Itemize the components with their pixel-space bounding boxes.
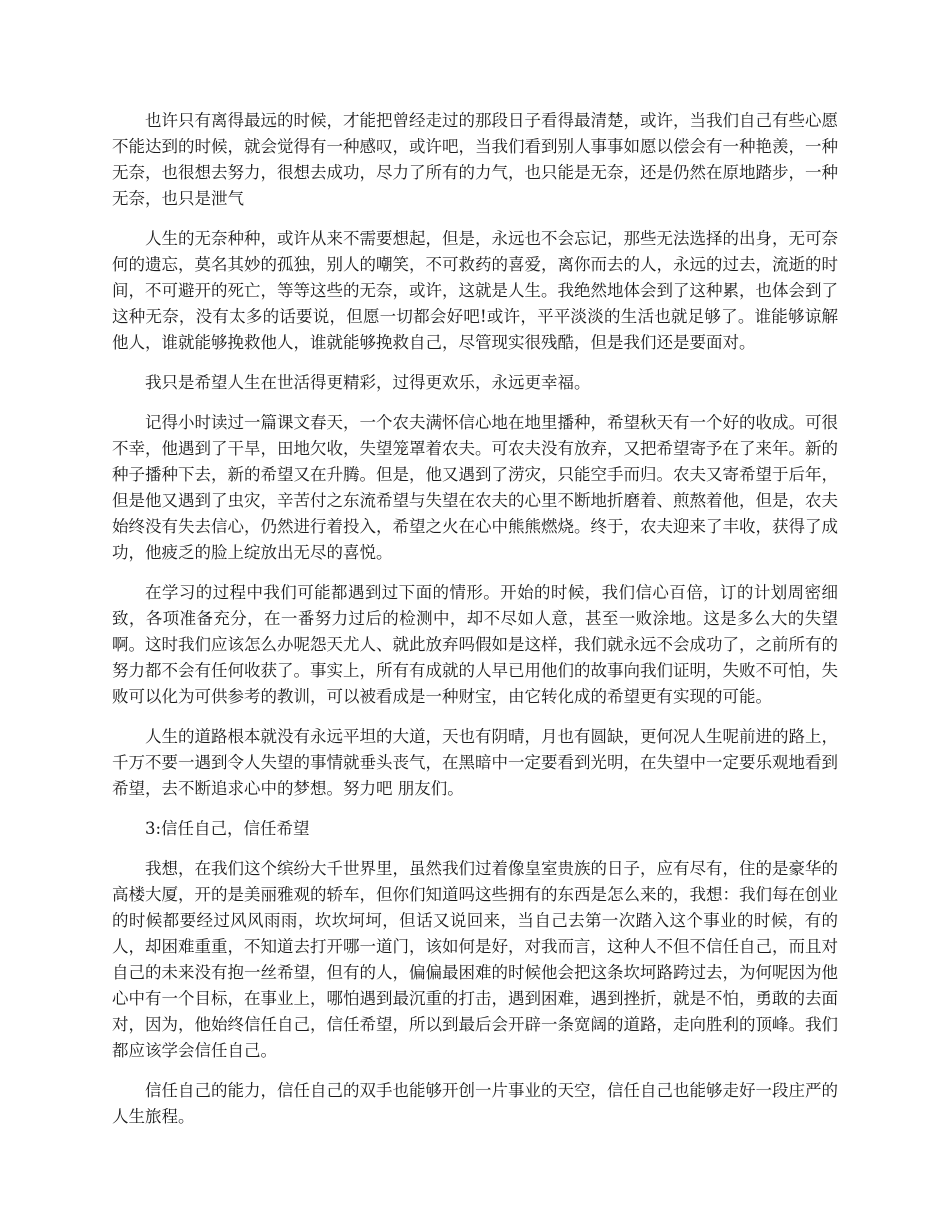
paragraph-7: 我想，在我们这个缤纷大千世界里，虽然我们过着像皇室贵族的日子，应有尽有，住的是豪华的高楼大厦，开的是美丽雅观的轿车，但你们知道吗这些拥有的东西是怎么来的，我想：我们每在创业的时候都要经过风风雨雨，坎坎坷坷，但话又说回来，当自己去第一次踏入这个事业的时候，有的人，却困难重重，不知道去打开哪一道门，该如何是好，对我而言，这种人不但不信任自己，而且对自己的未来没有抱一丝希望，但有的人，偏偏最困难的时候他会把这条坎坷路跨过去，为何呢因为他心中有一个目标，在事业上，哪怕遇到最沉重的打击，遇到困难，遇到挫折，就是不怕，勇敢的去面对，因为，他始终信任自己，信任希望，所以到最后会开辟一条宽阔的道路，走向胜利的顶峰。我们都应该学会信任自己。 [112,859,838,1060]
paragraph-6: 人生的道路根本就没有永远平坦的大道，天也有阴晴，月也有圆缺，更何况人生呢前进的路上，千万不要一遇到令人失望的事情就垂头丧气，在黑暗中一定要看到光明，在失望中一定要乐观地看到希望，去不断追求心中的梦想。努力吧 朋友们。 [112,727,838,798]
paragraph-1: 也许只有离得最远的时候，才能把曾经走过的那段日子看得最清楚，或许，当我们自己有些心愿不能达到的时候，就会觉得有一种感叹，或许吧，当我们看到别人事事如愿以偿会有一种艳羡，一种无奈，也很想去努力，很想去成功，尽力了所有的力气，也只能是无奈，还是仍然在原地踏步，一种无奈，也只是泄气 [112,111,838,208]
paragraph-4: 记得小时读过一篇课文春天，一个农夫满怀信心地在地里播种，希望秋天有一个好的收成。可很不幸，他遇到了干旱，田地欠收，失望笼罩着农夫。可农夫没有放弃，又把希望寄予在了来年。新的种子播种下去，新的希望又在升腾。但是，他又遇到了涝灾，只能空手而归。农夫又寄希望于后年，但是他又遇到了虫灾，辛苦付之东流希望与失望在农夫的心里不断地折磨着、煎熬着他，但是，农夫始终没有失去信心，仍然进行着投入，希望之火在心中熊熊燃烧。终于，农夫迎来了丰收，获得了成功，他疲乏的脸上绽放出无尽的喜悦。 [112,413,838,562]
document-body [112,108,838,1144]
paragraph-3: 我只是希望人生在世活得更精彩，过得更欢乐，永远更幸福。 [145,373,591,392]
paragraph-5: 在学习的过程中我们可能都遇到过下面的情形。开始的时候，我们信心百倍，订的计划周密细致，各项准备充分，在一番努力过后的检测中，却不尽如人意，甚至一败涂地。这是多么大的失望啊。这时我们应该怎么办呢怨天尤人、就此放弃吗假如是这样，我们就永远不会成功了，之前所有的努力都不会有任何收获了。事实上，所有有成就的人早已用他们的故事向我们证明，失败不可怕，失败可以化为可供参考的教训，可以被看成是一种财宝，由它转化成的希望更有实现的可能。 [112,583,838,706]
paragraph-2: 人生的无奈种种，或许从来不需要想起，但是，永远也不会忘记，那些无法选择的出身，无可奈何的遗忘，莫名其妙的孤独，别人的嘲笑，不可救药的喜爱，离你而去的人，永远的过去，流逝的时间，不可避开的死亡，等等这些的无奈，或许，这就是人生。我绝然地体会到了这种累，也体会到了这种无奈，没有太多的话要说，但愿一切都会好吧!或许，平平淡淡的生活也就足够了。谁能够谅解他人，谁就能够挽救他人，谁就能够挽救自己，尽管现实很残酷，但是我们还是要面对。 [112,229,838,352]
paragraph-8: 信任自己的能力，信任自己的双手也能够开创一片事业的天空，信任自己也能够走好一段庄严的人生旅程。 [112,1081,838,1126]
section-heading: 3:信任自己，信任希望 [145,819,310,838]
